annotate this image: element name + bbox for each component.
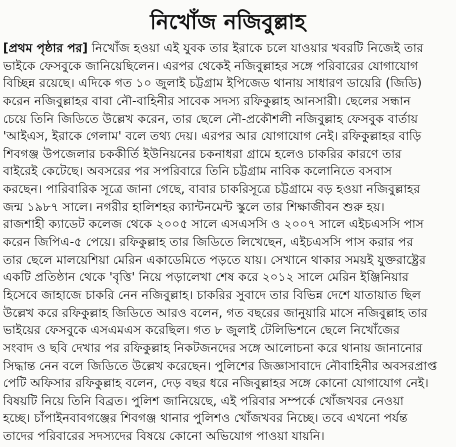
article-line: জন্ম ১৯৮৭ সালে। নগরীর হালিশহর ক্যান্টনমেন্ট স্কুলে তার শিক্ষাজীবন শুরু হয়।: [3, 199, 385, 214]
continued-tag-text: প্রথম পৃষ্ঠার পর: [8, 41, 83, 55]
article-line: ভাইকে ফেসবুকে জানিয়েছিলেন। এরপর থেকেই নজিবুল্লাহর সঙ্গে পরিবারের যোগাযোগ: [3, 58, 419, 73]
article-line: 'আইএস, ইরাকে গেলাম' বলে তথ্য দেয়। এরপর আর যোগাযোগ নেই। রফিকুল্লাহর বাড়ি: [3, 129, 422, 144]
article-line: ভাইয়ের ফেসবুকে এসএমএস করেছিল। গত ৮ জুলাই টেলিভিশনে ছেলে নিখোঁজের: [3, 323, 400, 338]
article-line: করেন জিপিএ-৫ পেয়ে। রফিকুল্লাহ তার জিডিতে লিখেছেন, এইচএসসি পাস করার পর: [3, 235, 414, 250]
article-line: হচ্ছে। চাঁপাইনবাবগঞ্জের শিবগঞ্জ থানার পুলিশও খোঁজখবর নিচ্ছে। তবে এখনো পর্যন্ত: [3, 411, 408, 426]
article-line: বাইরেই কেটেছে। অবসরের পর সপরিবারে তিনি চট্টগ্রাম নাবিক কলোনিতে বসবাস: [3, 164, 392, 179]
article-line: তাদের পরিবারের সদস্যদের বিষয়ে কোনো অভিযোগ পাওয়া যায়নি।: [3, 429, 325, 444]
article-line: করেন নজিবুল্লাহর বাবা নৌ-বাহিনীর সাবেক সদস্য রফিকুল্লাহ আনসারী। ছেলের সন্ধান: [3, 93, 411, 108]
article-line: সংবাদ ও ছবি দেখার পর রফিকুল্লাহ নিকটজনদের সঙ্গে আলোচনা করে থানায় জানানোর: [3, 340, 423, 355]
article-line: সিদ্ধান্ত নেন বলে জিডিতে উল্লেখ করেছেন। পুলিশের জিজ্ঞাসাবাদে নৌবাহিনীর অবসরপ্রাপ্ত: [3, 358, 438, 373]
article-line: উল্লেখ করে রফিকুল্লাহ জিডিতে আরও বলেন, গত বছরের জানুয়ারি মাসে নজিবুল্লাহ তার: [3, 305, 428, 320]
article-line: শিবগঞ্জ উপজেলার চককীর্তি ইউনিয়নের চকনাধরা গ্রামে হলেও চাকরির কারণে তার: [3, 146, 402, 161]
article-line: পেটি অফিসার রফিকুল্লাহ বলেন, দেড় বছর ধরে নজিবুল্লাহর সঙ্গে কোনো যোগাযোগ নেই।: [3, 376, 429, 391]
article-line: করছেন। পারিবারিক সূত্রে জানা গেছে, বাবার চাকরিসূত্রে চট্টগ্রামে বড় হওয়া নজিবুল্লাহর: [3, 182, 421, 197]
headline: নিখোঁজ নজিবুল্লাহ: [150, 10, 306, 34]
article-line: তার ছেলে মালয়েশিয়া মেরিন একাডেমিতে পড়তে যায়। সেখানে থাকার সময়ই যুক্তরাষ্ট্রের: [3, 252, 426, 267]
article-line: বিষয়টি নিয়ে তিনি বিব্রত। পুলিশ জানিয়েছে, এই পরিবার সম্পর্কে খোঁজখবর নেওয়া: [3, 393, 404, 408]
article-line: [3, 40, 453, 58]
continued-tag: [প্রথম পৃষ্ঠার পর]: [3, 41, 88, 55]
article-line: রাজশাহী ক্যাডেট কলেজ থেকে ২০০৫ সালে এসএসসি ও ২০০৭ সালে এইচএসসি পাস: [3, 217, 424, 232]
article-line: হিসেবে জাহাজে চাকরি নেন নজিবুল্লাহ। চাকরির সুবাদে তার বিভিন্ন দেশে যাতায়াত ছিল: [3, 287, 421, 302]
article-line: বিচ্ছিন্ন রয়েছে। এদিকে গত ১০ জুলাই চট্টগ্রাম ইপিজেড থানায় সাধারণ ডায়েরি (জিডি): [3, 76, 422, 91]
article-line: একটি প্রতিষ্ঠান থেকে 'বৃত্তি' নিয়ে পড়ালেখা শেষ করে ২০১২ সালে মেরিন ইঞ্জিনিয়ার: [3, 270, 409, 285]
article-body: [3, 40, 453, 446]
article-line: চেয়ে তিনি জিডিতে উল্লেখ করেন, তার ছেলে নৌ-প্রকৌশলী নজিবুল্লাহ ফেসবুক বার্তায়: [3, 111, 418, 126]
article-line-text: নিখোঁজ হওয়া এই যুবক তার ইরাকে চলে যাওয়ার খবরটি নিজেই তার: [91, 41, 424, 55]
